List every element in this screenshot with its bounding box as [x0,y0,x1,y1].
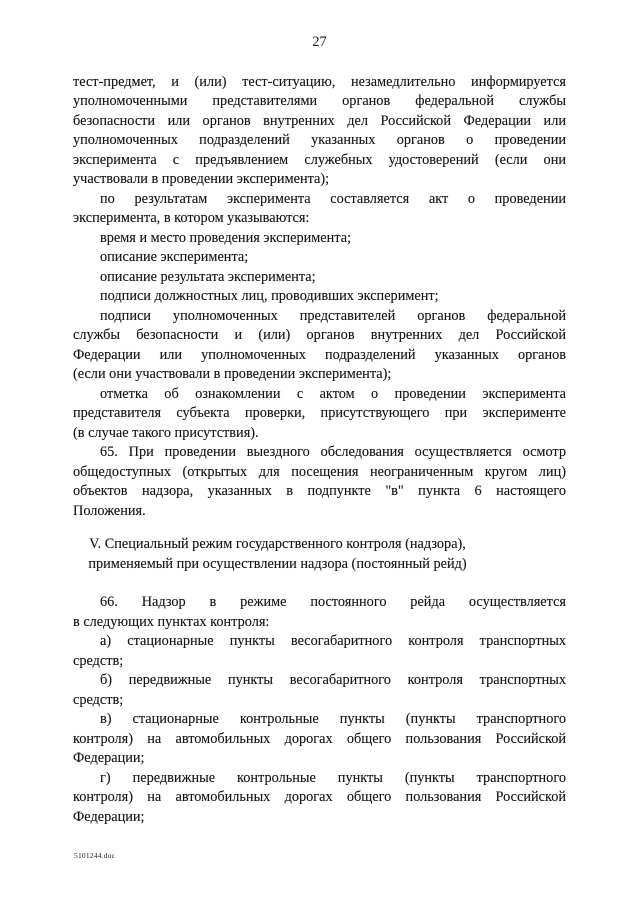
text-line: общедоступных (открытых для посещения неограниченным кругом лиц) [73,463,566,480]
body-text-after-heading [73,593,566,827]
body-text-before-heading [73,73,566,522]
text-line: по результатам эксперимента составляется акт о проведении [100,190,566,207]
text-line: контроля) на автомобильных дорогах общего пользования Российской [73,730,566,747]
text-line: 65. При проведении выездного обследования осуществляется осмотр [100,444,566,460]
text-line: Федерации; [73,750,145,766]
text-line: Положения. [73,502,146,519]
text-line: 66. Надзор в режиме постоянного рейда осуществляется [100,594,566,610]
text-line: службы безопасности и (или) органов внутренних дел Российской [73,327,566,343]
text-line: г) передвижные контрольные пункты (пункты транспортного [100,769,566,786]
paragraph [73,248,566,268]
text-line: подписи уполномоченных представителей органов федеральной [100,307,566,324]
text-line: эксперимента, в котором указываются: [73,210,310,226]
text-line: средств; [73,691,124,708]
paragraph [73,229,566,249]
text-line: отметка об ознакомлении с актом о проведении эксперимента [100,385,566,402]
section-heading [73,535,482,574]
paragraph [73,632,566,671]
text-line: подписи должностных лиц, проводивших эксперимент; [100,288,439,304]
text-line: эксперимента с предъявлением служебных удостоверений (если они [73,151,566,168]
page-number: 27 [312,34,327,50]
text-line: тест-предмет, и (или) тест-ситуацию, незамедлительно информируется [73,73,566,90]
text-line: описание результата эксперимента; [100,268,316,285]
paragraph [73,710,566,769]
footer-filename: 5101244.doc [74,851,116,860]
text-line: Федерации; [73,808,145,825]
text-line: в) стационарные контрольные пункты (пункты транспортного [100,711,566,727]
paragraph [73,268,566,288]
section-heading-line: применяемый при осуществлении надзора (постоянный рейд) [88,555,467,572]
text-line: Федерации или уполномоченных подразделений указанных органов [73,346,566,363]
section-heading-line: V. Специальный режим государственного контроля (надзора), [89,536,466,552]
text-line: а) стационарные пункты весогабаритного контроля транспортных [100,633,566,649]
text-line: контроля) на автомобильных дорогах общего пользования Российской [73,789,566,805]
paragraph [73,443,566,521]
paragraph [73,190,566,229]
paragraph [73,73,566,190]
text-line: (в случае такого присутствия). [73,424,259,441]
text-line: описание эксперимента; [100,249,249,265]
paragraph [73,593,566,632]
text-line: уполномоченных подразделений указанных органов о проведении [73,132,566,148]
paragraph [73,385,566,444]
text-line: (если они участвовали в проведении эксперимента); [73,366,392,382]
text-line: представителя субъекта проверки, присутствующего при эксперименте [73,405,566,421]
paragraph [73,287,566,307]
text-line: б) передвижные пункты весогабаритного контроля транспортных [100,672,566,688]
paragraph [73,769,566,828]
text-line: объектов надзора, указанных в подпункте "в" пункта 6 настоящего [73,483,566,499]
text-line: уполномоченными представителями органов федеральной службы [73,93,566,109]
page-content [73,0,566,827]
paragraph [73,307,566,385]
text-line: в следующих пунктах контроля: [73,613,270,630]
text-line: средств; [73,652,124,669]
text-line: время и место проведения эксперимента; [100,229,352,246]
text-line: участвовали в проведении эксперимента); [73,171,330,187]
text-line: безопасности или органов внутренних дел Российской Федерации или [73,112,566,129]
paragraph [73,671,566,710]
